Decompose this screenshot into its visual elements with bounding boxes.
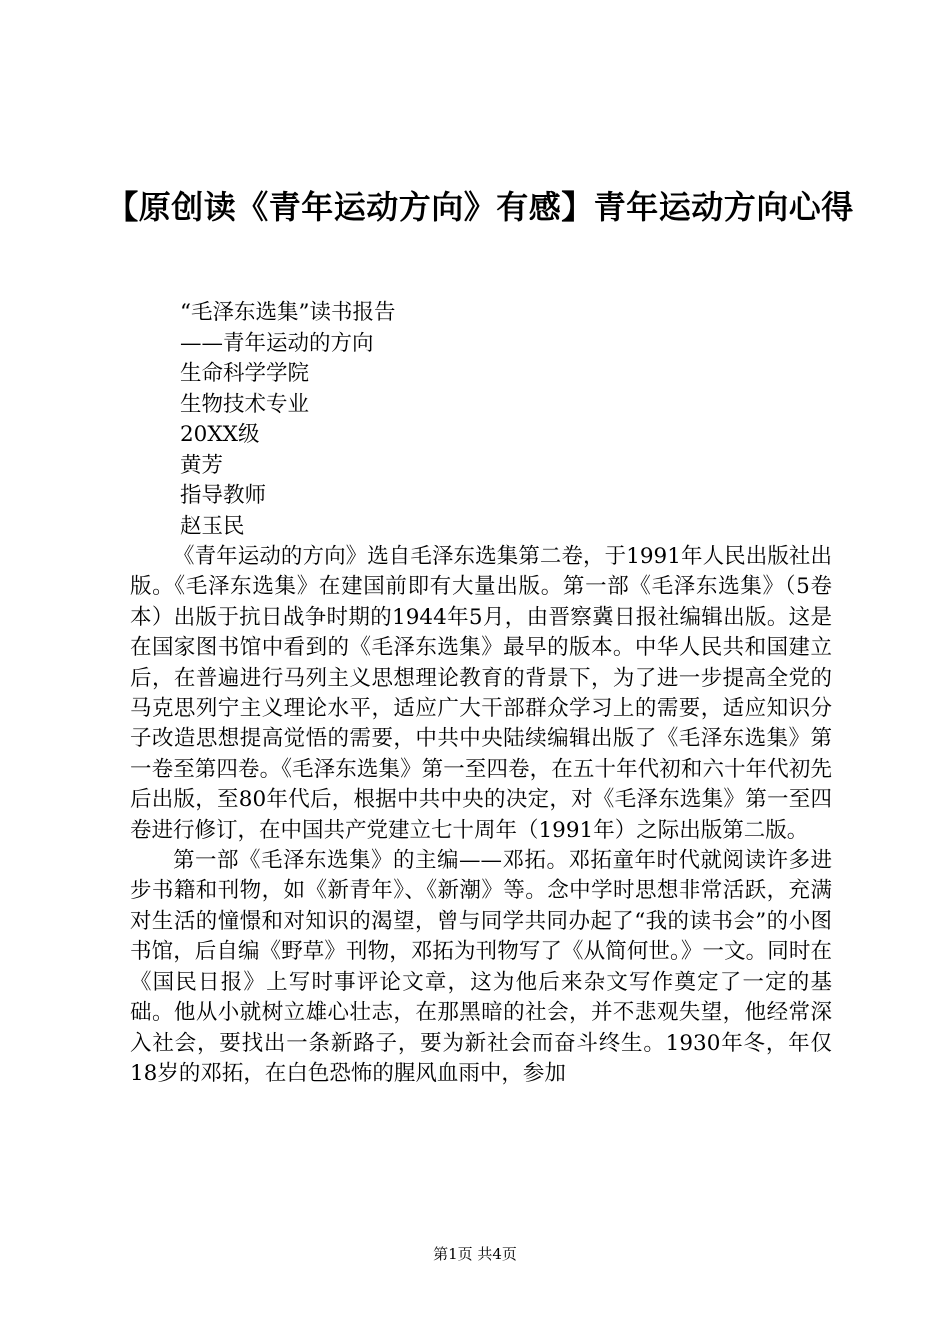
body-paragraph: 《青年运动的方向》选自毛泽东选集第二卷，于1991年人民出版社出版。《毛泽东选集》在建国前即有大量出版。第一部《毛泽东选集》（5卷本）出版于抗日战争时期的1944年5月，由晋察冀日报社编辑出版。这是在国家图书馆中看到的《毛泽东选集》最早的版本。中华人民共和国建立后，在普遍进行马列主义思想理论教育的背景下，为了进一步提高全党的马克思列宁主义理论水平，适应广大干部群众学习上的需要，适应知识分子改造思想提高觉悟的需要，中共中央陆续编辑出版了《毛泽东选集》第一卷至第四卷。《毛泽东选集》第一至四卷，在五十年代初和六十年代初先后出版，至80年代后，根据中共中央的决定，对《毛泽东选集》第一至四卷进行修订，在中国共产党建立七十周年（1991年）之际出版第二版。 [130,544,832,843]
report-meta [180,298,780,542]
meta-line-advisor-label: 指导教师 [180,483,267,508]
meta-line-grade: 20XX级 [180,422,260,447]
meta-line-author: 黄芳 [180,452,224,478]
meta-line-report-title: “毛泽东选集”读书报告 [180,300,396,325]
meta-line-subtitle: ——青年运动的方向 [180,330,374,356]
meta-line-college: 生命科学学院 [180,361,310,386]
body-paragraph: 第一部《毛泽东选集》的主编——邓拓。邓拓童年时代就阅读许多进步书籍和刊物，如《新青年》、《新潮》等。念中学时思想非常活跃，充满对生活的憧憬和对知识的渴望，曾与同学共同办起了“我的读书会”的小图书馆，后自编《野草》刊物，邓拓为刊物写了《从简何世。》一文。同时在《国民日报》上写时事评论文章，这为他后来杂文写作奠定了一定的基础。他从小就树立雄心壮志，在那黑暗的社会，并不悲观失望，他经常深入社会，要找出一条新路子，要为新社会而奋斗终生。1930年冬，年仅18岁的邓拓，在白色恐怖的腥风血雨中，参加 [130,848,832,1086]
document-body [130,542,832,1089]
page-footer: 第1页 共4页 [433,1245,517,1263]
meta-line-major: 生物技术专业 [180,391,310,417]
document-title: 【原创读《青年运动方向》有感】青年运动方向心得 [106,188,854,226]
meta-line-advisor-name: 赵玉民 [180,513,245,539]
